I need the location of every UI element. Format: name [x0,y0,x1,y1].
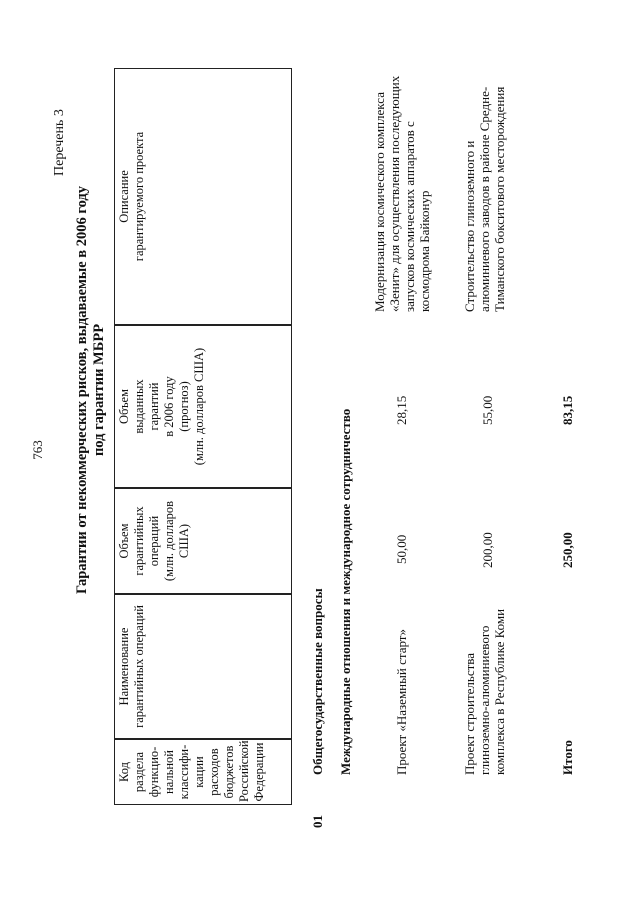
section-label: Общегосударственные вопросы [310,588,325,775]
document-title [74,70,108,710]
header-code-line: Российской [237,740,251,802]
row-1-name [394,600,409,775]
header-description [114,68,292,325]
header-code-line: бюджетов [222,745,236,799]
row-1-volume-ops: 50,00 [394,534,409,564]
header-volume-issued [114,325,292,488]
row-2-description-line: Строительство глиноземного и [462,140,477,312]
row-1-name-line: Проект «Наземный старт» [394,629,409,775]
header-code-line: Код [117,762,131,782]
header-volume-issued-line: (млн. долларов США) [192,347,206,466]
header-volume-operations [114,488,292,594]
header-description-line: гарантируемого проекта [132,131,146,262]
header-description-line: Описание [117,170,131,223]
total-volume-ops: 250,00 [560,532,575,568]
row-1-description [372,42,432,312]
row-1-description-line: запусков космических аппаратов с [402,121,417,312]
header-volume-issued-line: выданных [132,379,146,434]
header-name [114,594,292,739]
row-2-volume-ops: 200,00 [480,532,495,568]
header-volume-ops-line: операций [147,515,161,567]
row-2-name-line: комплекса в Республике Коми [492,608,507,775]
section-code: 01 [310,815,325,828]
row-1-volume-issued: 28,15 [394,395,409,425]
row-2-description [462,42,507,312]
title-line-1: Гарантии от некоммерческих рисков, выдаваемые в 2006 году [74,186,90,594]
header-name-line: Наименование [117,627,131,706]
row-1-description-line: космодрома Байконур [417,190,432,312]
header-code-line: кации [192,756,206,788]
header-code-line: раздела [132,751,146,793]
header-volume-ops-line: (млн. долларов [162,500,176,582]
header-volume-ops-line: Объем [117,523,131,559]
header-volume-issued-line: (прогноз) [177,381,191,432]
header-name-line: гарантийных операций [132,605,146,728]
header-code-line: классифи- [177,744,191,800]
total-volume-issued: 83,15 [560,395,575,425]
header-volume-issued-line: гарантий [147,382,161,431]
header-code [114,739,292,805]
row-1-description-line: «Зенит» для осуществления последующих [387,75,402,312]
total-label: Итого [560,740,575,775]
row-2-description-line: Тиманского бокситового месторождения [492,86,507,312]
header-code-line: функцио- [147,746,161,798]
header-code-line: Федерации [252,742,266,802]
list-label: Перечень 3 [52,109,67,176]
row-1-description-line: Модернизация космического комплекса [372,92,387,312]
header-code-line: нальной [162,750,176,794]
page-number: 763 [30,440,45,460]
header-code-line: расходов [207,748,221,796]
row-2-description-line: алюминиевого заводов в районе Средне- [477,86,492,312]
row-2-name-line: глиноземно-алюминиевого [477,625,492,775]
row-2-name [462,585,507,775]
header-volume-issued-line: в 2006 году [162,376,176,437]
row-2-name-line: Проект строительства [462,652,477,775]
row-2-volume-issued: 55,00 [480,395,495,425]
title-line-2: под гарантии МБРР [91,323,107,457]
header-volume-ops-line: гарантийных [132,506,146,576]
header-volume-issued-line: Объем [117,389,131,424]
header-volume-ops-line: США) [177,523,191,559]
subsection-label: Международные отношения и международное сотрудничество [338,408,353,775]
